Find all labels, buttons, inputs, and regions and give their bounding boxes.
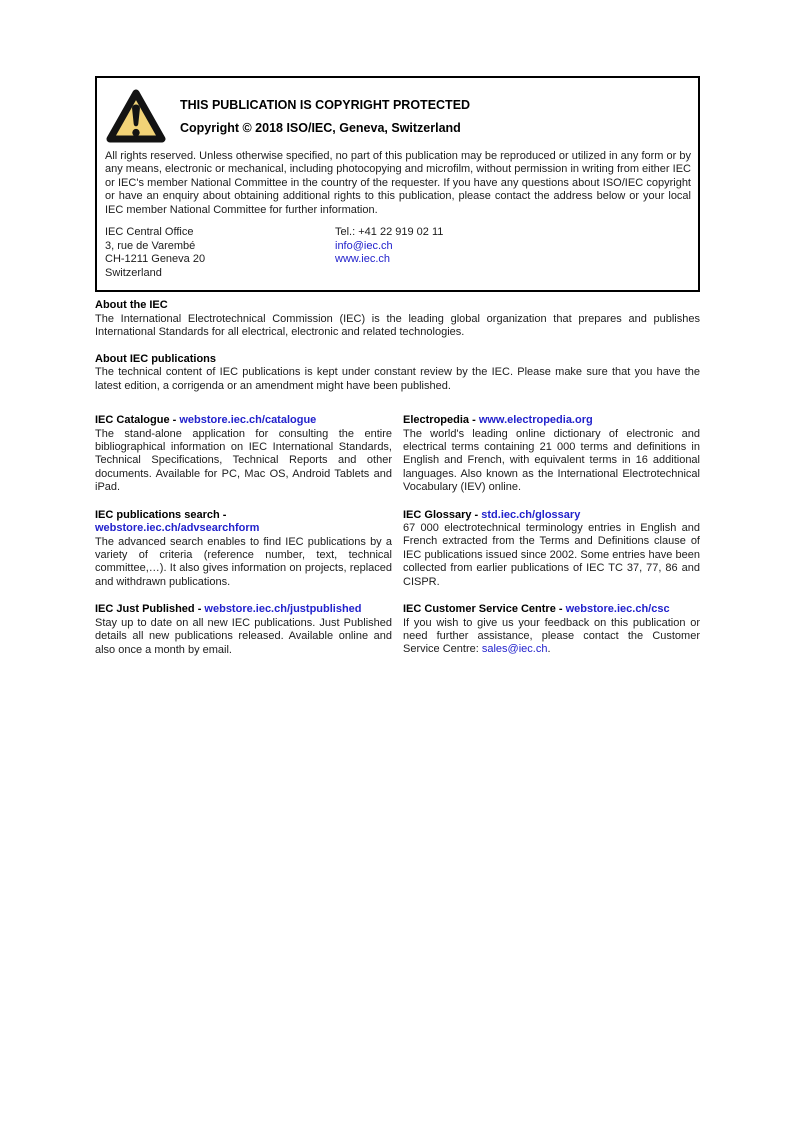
resource-description-tail: . [547,643,551,656]
resource-title-text: IEC Just Published [95,603,195,616]
resource-title [95,509,392,536]
copyright-title-line1: THIS PUBLICATION IS COPYRIGHT PROTECTED [180,97,471,112]
resource-url-link[interactable]: webstore.iec.ch/catalogue [179,414,317,427]
resource-title-text: IEC publications search [95,508,220,521]
phone-number: Tel.: +41 22 919 02 11 [335,226,444,239]
about-publications-text: The technical content of IEC publications is kept under constant review by the IEC. Please make sure that you have the latest edition, a corrigenda or an amendment might have been published. [95,366,700,392]
iec-address-block [105,226,691,280]
resource-electropedia [403,414,700,495]
resource-title [403,509,700,523]
iec-postal-address [105,226,335,280]
address-line-street: 3, rue de Varembé [105,239,196,252]
copyright-box-titles [180,94,470,140]
iec-contact-details [335,226,443,280]
resource-title-text: IEC Glossary [403,508,472,521]
resources-right-column [403,414,700,671]
resource-title [403,603,700,617]
about-iec-section [95,299,700,339]
about-publications-section [95,353,700,393]
resource-iec-customer-service-centre [403,603,700,657]
resource-url-link[interactable]: www.electropedia.org [478,414,593,427]
title-separator: - [194,603,205,616]
resource-url-link[interactable]: webstore.iec.ch/csc [565,603,670,616]
website-link[interactable]: www.iec.ch [335,253,391,266]
resource-url-link[interactable]: webstore.iec.ch/advsearchform [95,522,260,535]
copyright-box-header [105,88,691,145]
copyright-box [95,76,700,292]
resource-url-link[interactable]: std.iec.ch/glossary [481,508,581,521]
copyright-title-line2: Copyright © 2018 ISO/IEC, Geneva, Switzerland [180,120,461,135]
resource-description: Stay up to date on all new IEC publications. Just Published details all new publications released. Available online and also once a month by email. [95,616,392,656]
title-separator: - [169,414,180,427]
resource-iec-publications-search [95,509,392,590]
resource-title-text: IEC Customer Service Centre [403,603,556,616]
address-line-city: CH-1211 Geneva 20 [105,253,206,266]
resource-description-text: If you wish to give us your feedback on this publication or need further assistance, please contact the Customer Service Centre: [403,616,700,656]
resource-description: The advanced search enables to find IEC publications by a variety of criteria (reference number, text, technical committee,…). It also gives information on projects, replaced and withdrawn publications. [95,535,392,588]
resource-url-link[interactable]: webstore.iec.ch/justpublished [204,603,362,616]
resource-description: 67 000 electrotechnical terminology entries in English and French extracted from the Terms and Definitions clause of IEC publications issued since 2002. Some entries have been collected from earlier publications of IEC TC 37, 77, 86 and CISPR. [403,522,700,588]
resources-columns [95,414,700,671]
title-separator: - [219,508,227,521]
resource-title [95,414,392,428]
warning-triangle-icon [105,88,167,145]
about-publications-heading: About IEC publications [95,352,216,365]
resource-title [403,414,700,428]
resource-description: The stand-alone application for consulting the entire bibliographical information on IEC International Standards, Technical Specifications, Technical Reports and other documents. Available for PC, Mac OS, Android Tablets and iPad. [95,427,392,494]
about-iec-heading: About the IEC [95,299,168,312]
resources-left-column [95,414,392,671]
resource-description [403,617,700,657]
title-separator: - [555,603,566,616]
resource-title [95,603,392,617]
about-iec-text: The International Electrotechnical Commission (IEC) is the leading global organization that prepares and publishes International Standards for all electrical, electronic and related technologies. [95,312,700,339]
page-content [95,0,700,671]
resource-iec-catalogue [95,414,392,495]
title-separator: - [469,414,479,427]
resource-title-text: IEC Catalogue [95,414,170,427]
resource-iec-glossary [403,509,700,590]
resource-title-text: Electropedia [403,414,470,427]
resource-description: The world's leading online dictionary of electronic and electrical terms containing 21 000 terms and definitions in English and French, with equivalent terms in 16 additional languages. Also known as the International Electrotechnical Vocabulary (IEV) online. [403,427,700,494]
address-line-country: Switzerland [105,266,162,279]
copyright-notice-text: All rights reserved. Unless otherwise specified, no part of this publication may be reproduced or utilized in any form or by any means, electronic or mechanical, including photocopying and microfilm, without permission in writing from either IEC or IEC's member National Committee in the country of the requester. If you have any questions about ISO/IEC copyright or have an enquiry about obtaining additional rights to this publication, please contact the address below or your local IEC member National Committee for further information. [105,150,691,216]
email-link[interactable]: info@iec.ch [335,239,393,252]
sales-email-link[interactable]: sales@iec.ch [481,643,548,656]
address-line-office: IEC Central Office [105,226,194,239]
title-separator: - [471,508,482,521]
resource-iec-just-published [95,603,392,657]
